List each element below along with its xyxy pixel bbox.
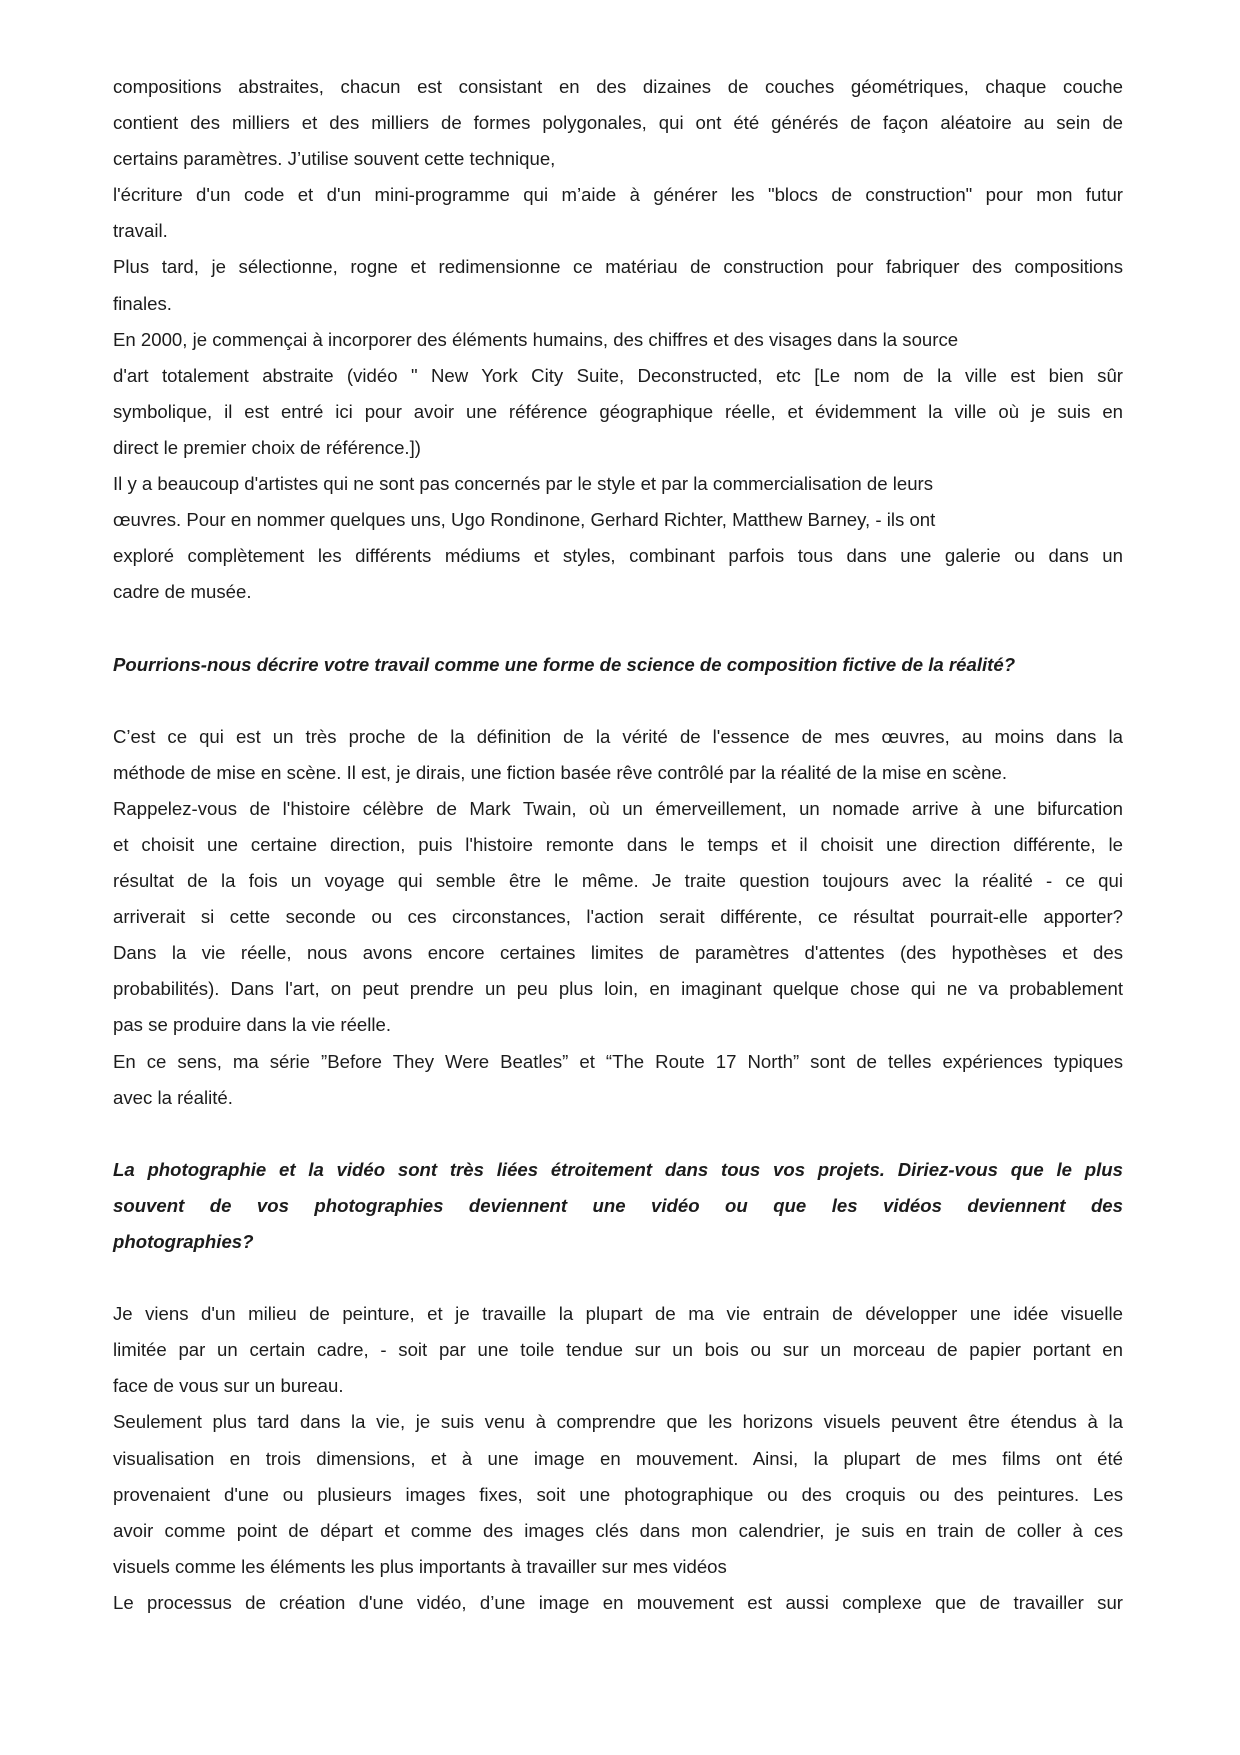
interview-question (113, 647, 1123, 683)
text-line: Dans la vie réelle, nous avons encore certaines limites de paramètres d'attentes (des hypothèses et des (113, 942, 1123, 964)
text-line: Pourrions-nous décrire votre travail comme une forme de science de composition fictive de la réalité? (113, 653, 1016, 675)
text-line: arriverait si cette seconde ou ces circonstances, l'action serait différente, ce résultat pourrait-elle apporter? (113, 906, 1123, 928)
text-line: Le processus de création d'une vidéo, d’une image en mouvement est aussi complexe que de travailler sur (113, 1591, 1123, 1613)
text-line: Je viens d'un milieu de peinture, et je travaille la plupart de ma vie entrain de développer une idée visuelle (113, 1303, 1123, 1325)
text-line: cadre de musée. (113, 581, 252, 603)
text-line: exploré complètement les différents médiums et styles, combinant parfois tous dans une galerie ou dans un (113, 545, 1123, 567)
text-line: La photographie et la vidéo sont très liées étroitement dans tous vos projets. Diriez-vous que le plus (113, 1158, 1123, 1180)
text-line: probabilités). Dans l'art, on peut prendre un peu plus loin, en imaginant quelque chose qui ne va probablement (113, 978, 1123, 1000)
text-line: résultat de la fois un voyage qui semble être le même. Je traite question toujours avec la réalité - ce qui (113, 870, 1123, 892)
text-line: méthode de mise en scène. Il est, je dirais, une fiction basée rêve contrôlé par la réalité de la mise en scène. (113, 761, 1008, 783)
text-line: photographies? (113, 1231, 254, 1252)
body-paragraph (113, 69, 1123, 610)
text-line: symbolique, il est entré ici pour avoir une référence géographique réelle, et évidemment la ville où je suis en (113, 400, 1123, 422)
text-line: Plus tard, je sélectionne, rogne et redimensionne ce matériau de construction pour fabriquer des compositions (113, 256, 1123, 278)
text-line: provenaient d'une ou plusieurs images fixes, soit une photographique ou des croquis ou des peintures. Les (113, 1483, 1123, 1505)
text-line: travail. (113, 220, 168, 242)
paragraph-spacer (113, 1260, 1123, 1296)
text-line: œuvres. Pour en nommer quelques uns, Ugo Rondinone, Gerhard Richter, Matthew Barney, - ils ont (113, 509, 936, 531)
text-line: visuels comme les éléments les plus importants à travailler sur mes vidéos (113, 1555, 727, 1577)
paragraph-spacer (113, 1116, 1123, 1152)
text-line: En 2000, je commençai à incorporer des éléments humains, des chiffres et des visages dans la source (113, 328, 959, 350)
paragraph-spacer (113, 610, 1123, 646)
text-line: avoir comme point de départ et comme des images clés dans mon calendrier, je suis en train de coller à ces (113, 1519, 1123, 1541)
text-line: et choisit une certaine direction, puis l'histoire remonte dans le temps et il choisit une direction différente, le (113, 833, 1123, 855)
text-line: visualisation en trois dimensions, et à une image en mouvement. Ainsi, la plupart de mes films ont été (113, 1447, 1123, 1469)
text-line: En ce sens, ma série ”Before They Were Beatles” et “The Route 17 North” sont de telles expériences typiques (113, 1050, 1123, 1072)
body-paragraph (113, 1296, 1123, 1621)
text-line: face de vous sur un bureau. (113, 1375, 344, 1397)
text-line: Il y a beaucoup d'artistes qui ne sont pas concernés par le style et par la commercialisation de leurs (113, 473, 934, 495)
text-line: certains paramètres. J’utilise souvent cette technique, (113, 148, 556, 170)
text-line: finales. (113, 292, 172, 314)
document-page (113, 69, 1123, 1621)
text-line: direct le premier choix de référence.]) (113, 436, 421, 458)
text-line: compositions abstraites, chacun est consistant en des dizaines de couches géométriques, chaque couche (113, 76, 1123, 97)
text-line: limitée par un certain cadre, - soit par une toile tendue sur un bois ou sur un morceau de papier portant en (113, 1339, 1123, 1361)
text-line: Seulement plus tard dans la vie, je suis venu à comprendre que les horizons visuels peuvent être étendus à la (113, 1411, 1123, 1433)
text-line: C’est ce qui est un très proche de la définition de la vérité de l'essence de mes œuvres, au moins dans la (113, 725, 1123, 747)
text-line: contient des milliers et des milliers de formes polygonales, qui ont été générés de façon aléatoire au sein de (113, 112, 1123, 134)
text-line: l'écriture d'un code et d'un mini-programme qui m’aide à générer les "blocs de construction" pour mon futur (113, 184, 1123, 206)
text-line: souvent de vos photographies deviennent une vidéo ou que les vidéos deviennent des (113, 1194, 1123, 1216)
paragraph-spacer (113, 683, 1123, 719)
text-line: d'art totalement abstraite (vidéo " New York City Suite, Deconstructed, etc [Le nom de la ville est bien sûr (113, 364, 1123, 386)
body-paragraph (113, 719, 1123, 1116)
document-body (113, 69, 1123, 1621)
text-line: Rappelez-vous de l'histoire célèbre de Mark Twain, où un émerveillement, un nomade arrive à une bifurcation (113, 797, 1123, 819)
text-line: pas se produire dans la vie réelle. (113, 1014, 392, 1036)
text-line: avec la réalité. (113, 1086, 233, 1108)
interview-question (113, 1152, 1123, 1260)
